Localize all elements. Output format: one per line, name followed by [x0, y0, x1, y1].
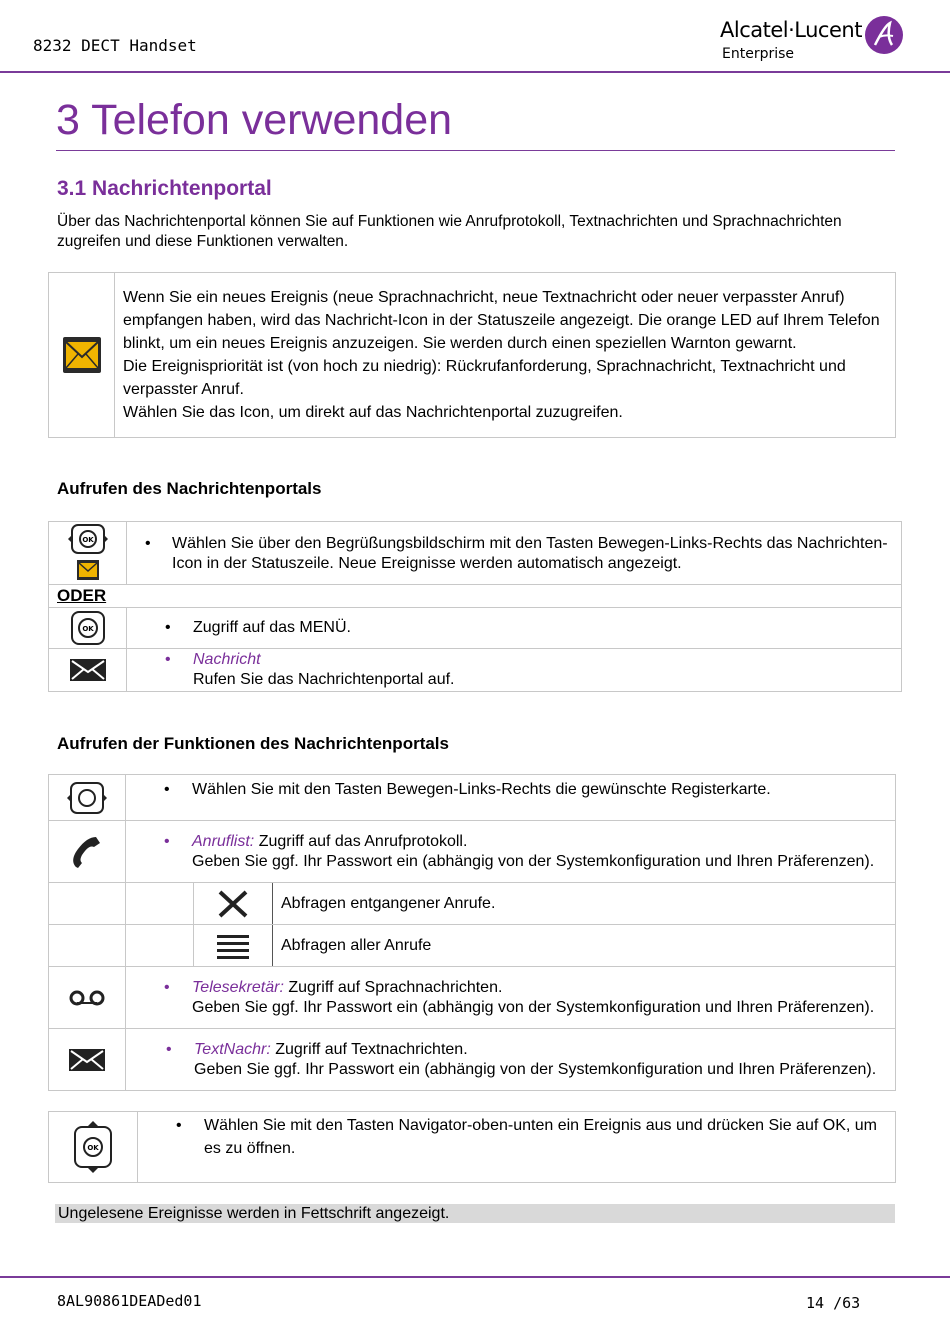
info-box-icon-cell	[49, 273, 115, 438]
functions-table	[48, 774, 896, 1091]
header-divider	[0, 71, 950, 73]
navigate-box	[48, 1111, 896, 1183]
svg-text:OK: OK	[87, 1144, 99, 1152]
navigate-row: • Wählen Sie mit den Tasten Navigator-oben-unten ein Ereignis aus und drücken Sie auf OK, um es zu öffnen.	[138, 1112, 896, 1183]
svg-text:OK: OK	[81, 625, 94, 633]
navigate-text: Wählen Sie mit den Tasten Navigator-oben-unten ein Ereignis aus und drücken Sie auf OK, um es zu öffnen.	[204, 1117, 877, 1157]
calllog-label: Anruflist:	[192, 832, 255, 850]
missed-empty-cell-1	[49, 883, 126, 925]
info-line-2: Die Ereignispriorität ist (von hoch zu niedrig): Rückrufanforderung, Sprachnachricht, Textnachricht und verpasster Anruf.	[123, 358, 846, 398]
mail-icon	[70, 659, 106, 681]
envelope-icon	[63, 337, 101, 373]
functions-row1-text: Wählen Sie mit den Tasten Bewegen-Links-Rechts die gewünschte Registerkarte.	[192, 780, 771, 798]
document-header-title: 8232 DECT Handset	[33, 36, 197, 55]
access-row3-label: Nachricht	[193, 651, 261, 668]
textmsg-note: Geben Sie ggf. Ihr Passwort ein (abhängig von der Systemkonfiguration und Ihren Präferenzen).	[194, 1060, 877, 1078]
navigator-and-envelope-icon	[68, 524, 108, 582]
missed-text: Abfragen entgangener Anrufe.	[273, 883, 896, 925]
missed-call-x-icon	[217, 890, 249, 918]
section-title: 3.1 Nachrichtenportal	[57, 177, 272, 200]
info-line-1: Wenn Sie ein neues Ereignis (neue Sprachnachricht, neue Textnachricht oder neuer verpasster Anruf) empfangen haben, wird das Nachricht-Icon in der Statuszeile angezeigt. Die orange LED auf Ihrem Telefon blinkt, um ein neues Ereignis anzuzeigen. Sie werden durch einen speziellen Warnton gewarnt.	[123, 289, 880, 352]
mail-icon	[69, 1049, 105, 1071]
access-table	[48, 521, 902, 692]
access-row2-text: Zugriff auf das MENÜ.	[193, 619, 351, 636]
brand-sub: Enterprise	[722, 46, 795, 62]
access-row2: • Zugriff auf das MENÜ.	[127, 608, 902, 649]
access-row1: • Wählen Sie über den Begrüßungsbildschirm mit den Tasten Bewegen-Links-Rechts das Nachrichten-Icon in der Statuszeile. Neue Ereignisse werden automatisch angezeigt.	[127, 522, 902, 585]
voicemail-label: Telesekretär:	[192, 978, 284, 996]
voicemail-text: Zugriff auf Sprachnachrichten.	[288, 978, 503, 996]
brand-logo	[720, 14, 910, 68]
calllog-icon-cell	[49, 821, 126, 883]
all-empty-cell-1	[49, 925, 126, 967]
doc-id: 8AL90861DEADed01	[57, 1292, 202, 1310]
functions-row1: • Wählen Sie mit den Tasten Bewegen-Links-Rechts die gewünschte Registerkarte.	[126, 775, 896, 821]
menu-icon-cell	[49, 608, 127, 649]
calllog-row: • Anruflist: Zugriff auf das Anrufprotokoll. Geben Sie ggf. Ihr Passwort ein (abhängig von der Systemkonfiguration und Ihren Präferenzen).	[126, 821, 896, 883]
access-row3-text: Rufen Sie das Nachrichtenportal auf.	[193, 671, 455, 688]
all-text: Abfragen aller Anrufe	[273, 925, 896, 967]
calllog-text: Zugriff auf das Anrufprotokoll.	[258, 832, 468, 850]
info-box	[48, 272, 896, 438]
calllog-note: Geben Sie ggf. Ihr Passwort ein (abhängig von der Systemkonfiguration und Ihren Präferenzen).	[192, 852, 875, 870]
textmsg-label: TextNachr:	[194, 1040, 271, 1058]
note-bar: Ungelesene Ereignisse werden in Fettschrift angezeigt.	[55, 1204, 895, 1223]
all-icon-cell	[194, 925, 273, 967]
textmsg-icon-cell	[49, 1029, 126, 1091]
list-icon	[217, 933, 249, 959]
voicemail-row: • Telesekretär: Zugriff auf Sprachnachrichten. Geben Sie ggf. Ihr Passwort ein (abhängig von der Systemkonfiguration und Ihren Präferenzen).	[126, 967, 896, 1029]
textmsg-row: • TextNachr: Zugriff auf Textnachrichten. Geben Sie ggf. Ihr Passwort ein (abhängig von der Systemkonfiguration und Ihren Präferenzen).	[126, 1029, 896, 1091]
section-intro: Über das Nachrichtenportal können Sie auf Funktionen wie Anrufprotokoll, Textnachrichten und Sprachnachrichten zugreifen und diese Funktionen verwalten.	[57, 213, 842, 250]
footer-divider	[0, 1276, 950, 1278]
ok-key-icon	[71, 611, 105, 645]
voicemail-icon	[69, 989, 105, 1007]
functions-heading: Aufrufen der Funktionen des Nachrichtenportals	[57, 734, 449, 753]
access-row1-text: Wählen Sie über den Begrüßungsbildschirm mit den Tasten Bewegen-Links-Rechts das Nachrichten-Icon in der Statuszeile. Neue Ereignisse werden automatisch angezeigt.	[172, 535, 888, 572]
title-underline	[56, 150, 895, 151]
access-icon-cell	[49, 522, 127, 585]
oder-label: ODER	[49, 585, 902, 608]
voicemail-icon-cell	[49, 967, 126, 1029]
brand-name: Alcatel·Lucent	[720, 18, 862, 42]
tabs-icon-cell	[49, 775, 126, 821]
phone-handset-icon	[70, 835, 104, 869]
missed-icon-cell	[194, 883, 273, 925]
page-number: 14 /63	[806, 1294, 861, 1312]
access-row3: • Nachricht Rufen Sie das Nachrichtenportal auf.	[127, 649, 902, 692]
voicemail-note: Geben Sie ggf. Ihr Passwort ein (abhängig von der Systemkonfiguration und Ihren Präferenzen).	[192, 998, 875, 1016]
svg-text:OK: OK	[81, 536, 94, 544]
info-box-text	[115, 273, 896, 438]
navigate-icon-cell	[49, 1112, 138, 1183]
message-icon-cell	[49, 649, 127, 692]
missed-empty-cell-2	[126, 883, 194, 925]
info-line-3: Wählen Sie das Icon, um direkt auf das Nachrichtenportal zuzugreifen.	[123, 404, 623, 421]
navigator-up-down-icon	[71, 1121, 115, 1173]
navigator-left-right-icon	[67, 782, 107, 814]
chapter-title: 3 Telefon verwenden	[56, 96, 453, 144]
access-heading: Aufrufen des Nachrichtenportals	[57, 479, 322, 498]
textmsg-text: Zugriff auf Textnachrichten.	[275, 1040, 468, 1058]
all-empty-cell-2	[126, 925, 194, 967]
brand-logo-icon	[864, 15, 904, 55]
